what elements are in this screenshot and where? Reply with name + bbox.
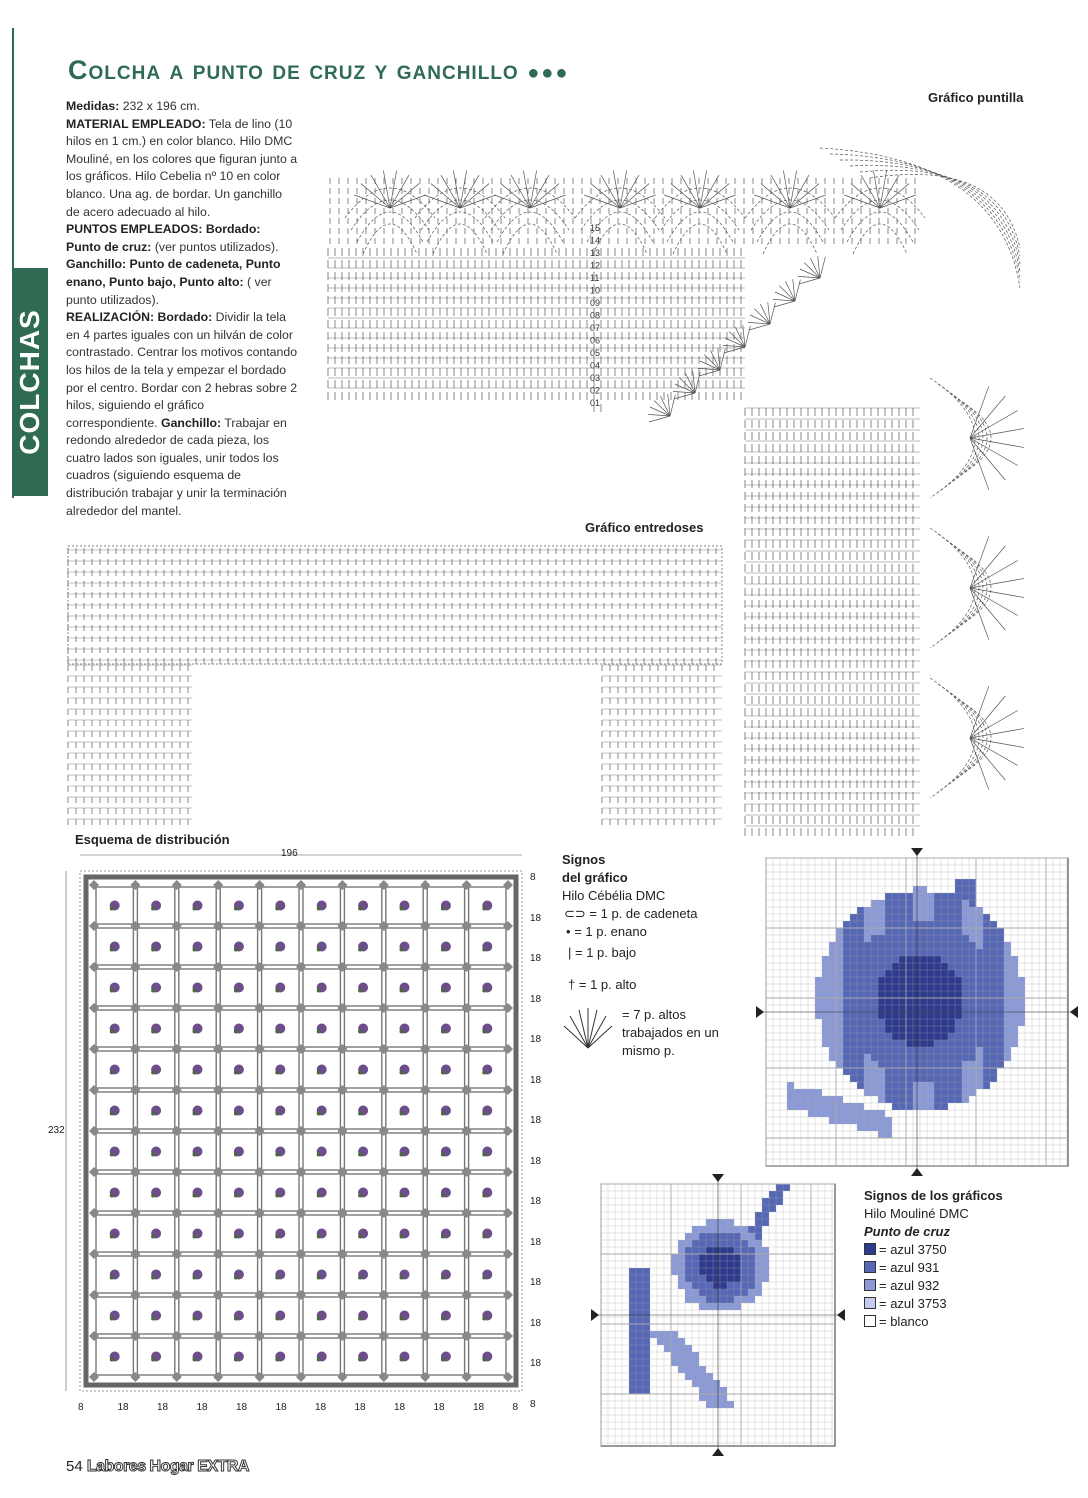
right-dimension-label: 18 xyxy=(530,1074,542,1086)
ganchillo2-value: Trabajar en redondo alrededor de cada pieza, los cuatro lados son iguales, unir todos los cuadros (siguiendo esquema de distribución trabajar y unir la terminación alrededor del mantel. xyxy=(66,415,287,518)
svg-text:07: 07 xyxy=(590,323,601,333)
material-value: Tela de lino (10 hilos en 1 cm.) en color blanco. Hilo DMC Mouliné, en los colores que figuran junto a los gráficos. Hilo Cebelia nº 10 en color blanco. Una ag. de bordar. Un ganchillo de acero adecuado al hilo. xyxy=(66,116,298,219)
puntos-value: (ver puntos utilizados). xyxy=(154,239,279,254)
realizacion-value: Dividir la tela en 4 partes iguales con un hilván de color contrastado. Centrar los motivos contando los hilos de la tela y empezar el bordado por el centro. Bordar con 2 hebras sobre 2 hilos, siguiendo el gráfico correspondiente. xyxy=(66,310,298,430)
legend-thread: Hilo Cébélia DMC xyxy=(562,888,666,903)
color-swatch-icon xyxy=(864,1279,876,1291)
crochet-chart-entredoses xyxy=(62,540,732,825)
svg-text:10: 10 xyxy=(590,285,601,296)
instructions-text xyxy=(66,98,298,520)
bottom-dimension-label: 18 xyxy=(354,1402,366,1413)
legend-item: ⊂⊃ = 1 p. de cadeneta xyxy=(564,906,698,921)
bottom-dimension-label: 18 xyxy=(315,1402,327,1413)
right-dimension-label: 18 xyxy=(530,1236,542,1248)
ganchillo-label: Ganchillo: Punto de cadeneta, Punto enano, Punto bajo, Punto alto: xyxy=(66,257,281,289)
material-label: MATERIAL EMPLEADO: xyxy=(66,116,206,131)
bottom-dimension-label: 18 xyxy=(394,1402,406,1413)
slip-icon: • xyxy=(566,924,571,939)
bottom-dimension-label: 8 xyxy=(78,1402,84,1413)
single-icon: | xyxy=(568,945,572,960)
svg-text:08: 08 xyxy=(590,310,601,321)
legend-heading-2: del gráfico xyxy=(562,870,628,885)
right-dimension-label: 18 xyxy=(530,912,542,924)
distribution-diagram xyxy=(44,845,554,1420)
bottom-dimension-label: 18 xyxy=(117,1402,129,1413)
legend-item: | = 1 p. bajo xyxy=(568,945,637,960)
color-legend-item: = azul 3753 xyxy=(864,1295,1064,1313)
svg-text:14: 14 xyxy=(590,235,601,246)
width-dimension: 196 xyxy=(281,848,298,859)
cross-stitch-chart-rose xyxy=(766,858,1068,1166)
svg-text:01: 01 xyxy=(590,398,601,408)
grafico-entredoses-label: Gráfico entredoses xyxy=(585,520,704,535)
right-dimension-label: 18 xyxy=(530,1115,542,1126)
color-swatch-icon xyxy=(864,1243,876,1255)
bottom-dimension-label: 18 xyxy=(157,1402,169,1413)
medidas-label: Medidas: xyxy=(66,99,120,113)
ganchillo2-label: Ganchillo: xyxy=(161,415,222,430)
chain-icon: ⊂⊃ xyxy=(564,906,586,921)
title-dots: ●●● xyxy=(527,62,570,84)
legend-item: † = 1 p. alto xyxy=(568,977,637,992)
section-tab-label: COLCHAS xyxy=(14,309,45,455)
svg-text:04: 04 xyxy=(590,360,601,371)
svg-text:12: 12 xyxy=(590,260,601,271)
svg-text:06: 06 xyxy=(590,335,601,346)
color-legend-item: = blanco xyxy=(864,1313,1064,1331)
realizacion-label: REALIZACIÓN: Bordado: xyxy=(66,310,213,325)
color-legend-subheading: Punto de cruz xyxy=(864,1224,950,1239)
legend-heading-1: Signos xyxy=(562,852,606,867)
right-dimension-label: 18 xyxy=(530,1196,542,1207)
grafico-puntilla-label: Gráfico puntilla xyxy=(928,90,1024,105)
double-icon: † xyxy=(568,977,576,992)
legend-item: = 7 p. altos trabajados en un mismo p. xyxy=(562,1006,762,1060)
color-legend-thread: Hilo Mouliné DMC xyxy=(864,1206,969,1221)
magazine-brand: Labores Hogar EXTRA xyxy=(86,1458,249,1475)
right-dimension-label: 8 xyxy=(530,1398,536,1410)
right-dimension-label: 18 xyxy=(530,1155,542,1167)
svg-text:02: 02 xyxy=(590,385,601,396)
fan-icon xyxy=(562,1006,614,1052)
bottom-dimension-label: 8 xyxy=(512,1402,519,1413)
esquema-label: Esquema de distribución xyxy=(75,832,230,847)
crochet-legend xyxy=(562,851,762,1060)
color-legend-heading: Signos de los gráficos xyxy=(864,1188,1003,1203)
svg-text:03: 03 xyxy=(590,373,601,383)
right-dimension-label: 18 xyxy=(530,1317,542,1329)
page-footer xyxy=(66,1458,249,1476)
color-legend-item: = azul 3750 xyxy=(864,1241,1064,1259)
page-title xyxy=(68,55,569,86)
title-text: Colcha a punto de cruz y ganchillo xyxy=(68,55,519,85)
right-dimension-label: 18 xyxy=(530,953,542,964)
height-dimension: 232 xyxy=(48,1125,65,1136)
right-dimension-label: 18 xyxy=(530,1358,542,1369)
right-dimension-label: 18 xyxy=(530,993,542,1005)
right-dimension-label: 8 xyxy=(530,872,536,883)
section-tab xyxy=(12,268,48,496)
legend-item: • = 1 p. enano xyxy=(566,924,647,939)
svg-text:09: 09 xyxy=(590,298,601,308)
color-legend-item: = azul 932 xyxy=(864,1277,1064,1295)
color-legend-item: = azul 931 xyxy=(864,1259,1064,1277)
svg-text:05: 05 xyxy=(590,348,601,358)
color-swatch-icon xyxy=(864,1261,876,1273)
color-swatch-icon xyxy=(864,1315,876,1327)
right-dimension-label: 18 xyxy=(530,1277,542,1288)
puntos-label: PUNTOS EMPLEADOS: Bordado: Punto de cruz: xyxy=(66,222,261,254)
bottom-dimension-label: 18 xyxy=(196,1402,208,1413)
svg-text:13: 13 xyxy=(590,248,601,258)
ganchillo-value: ( ver punto utilizados). xyxy=(66,274,272,307)
page-number: 54 xyxy=(66,1458,83,1475)
color-legend xyxy=(864,1187,1064,1331)
svg-text:15: 15 xyxy=(590,223,601,233)
bottom-dimension-label: 18 xyxy=(236,1402,248,1413)
bottom-dimension-label: 18 xyxy=(473,1402,485,1413)
medidas-value: 232 x 196 cm. xyxy=(122,99,200,113)
bottom-dimension-label: 18 xyxy=(433,1402,445,1413)
color-swatch-icon xyxy=(864,1297,876,1309)
bottom-dimension-label: 18 xyxy=(275,1402,287,1413)
cross-stitch-chart-bud xyxy=(601,1184,835,1446)
svg-text:11: 11 xyxy=(590,273,600,283)
right-dimension-label: 18 xyxy=(530,1034,542,1045)
